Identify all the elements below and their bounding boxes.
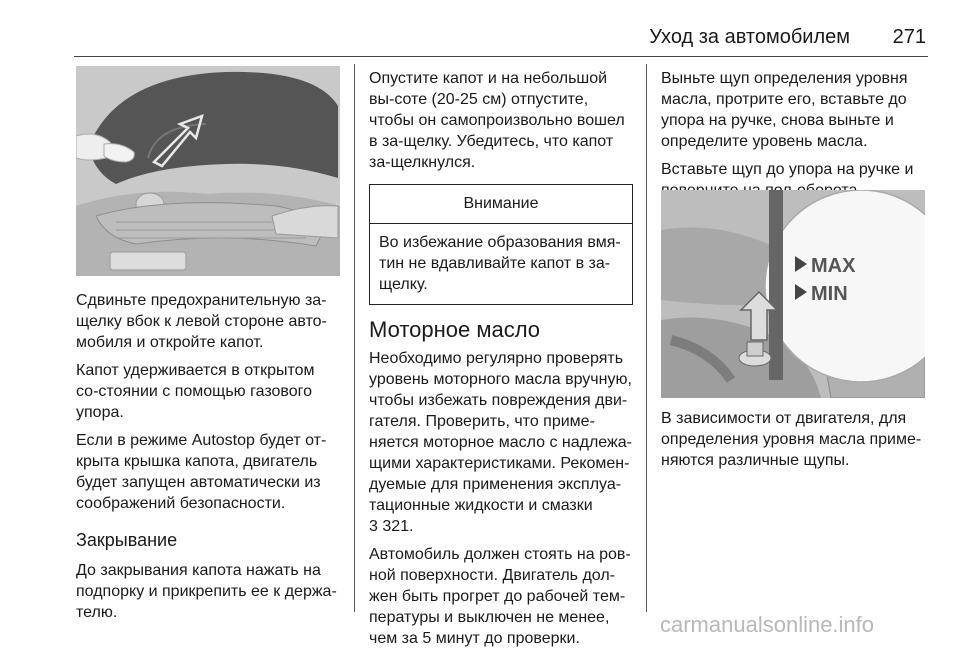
paragraph: Капот удерживается в открытом со-стоянии с помощью газового упора. [76,362,315,421]
dipstick-illustration [661,190,925,398]
page-reference: 3 321. [369,518,414,535]
column-3 [661,68,927,208]
paragraph: Выньте щуп определения уровня масла, протрите его, вставьте до упора на ручке, снова выньте и определите уровень масла. [661,70,908,150]
page-number: 271 [892,26,926,48]
paragraph: Вставьте щуп до упора на ручке и [661,161,914,178]
dipstick-max-label: MAX [811,255,856,277]
column-divider-2 [646,64,647,612]
hood-release-illustration [76,66,340,276]
warning-text: Во избежание образования вмя-тин не вдавливайте капот в за-щелку. [379,234,621,293]
dipstick-min-label: MIN [811,283,848,305]
closing-heading: Закрывание [76,530,178,550]
engine-oil-heading: Моторное масло [369,317,541,342]
paragraph: Необходимо регулярно проверять уровень моторного масла вручную, чтобы избежать повреждения дви-гателя. Проверить, что приме-няется моторное масло с надлежа-щими характеристиками. Рекомен-дуемые для применения эксплуа-тационные жидкости и смазки [369,350,632,514]
column-3-bottom [661,408,927,478]
paragraph: Если в режиме Autostop будет от-крыта крышка капота, двигатель будет запущен автоматически из соображений безопасности. [76,432,327,512]
column-2 [369,68,633,656]
warning-title: Внимание [370,185,632,224]
paragraph: Автомобиль должен стоять на ров-ной поверхности. Двигатель дол-жен быть прогрет до рабочей тем-пературы и выключен не менее, чем за 5 минут до проверки. [369,546,631,647]
column-1 [76,290,340,630]
column-divider-1 [354,64,355,612]
header-rule [74,56,928,57]
paragraph: В зависимости от двигателя, для определения уровня масла приме-няются различные щупы. [661,410,922,469]
paragraph: До закрывания капота нажать на подпорку и прикрепить ее к держа-телю. [76,562,337,621]
page-header-title: Уход за автомобилем [649,26,850,48]
paragraph: Сдвиньте предохранительную за-щелку вбок к левой стороне авто-мобиля и откройте капот. [76,292,327,351]
watermark: carmanualsonline.info [660,612,875,637]
paragraph: Опустите капот и на небольшой вы-соте (20-25 см) отпустите, чтобы он самопроизвольно вошел в за-щелку. Убедитесь, что капот за-щелкнулся. [369,70,625,171]
warning-box [369,184,633,305]
